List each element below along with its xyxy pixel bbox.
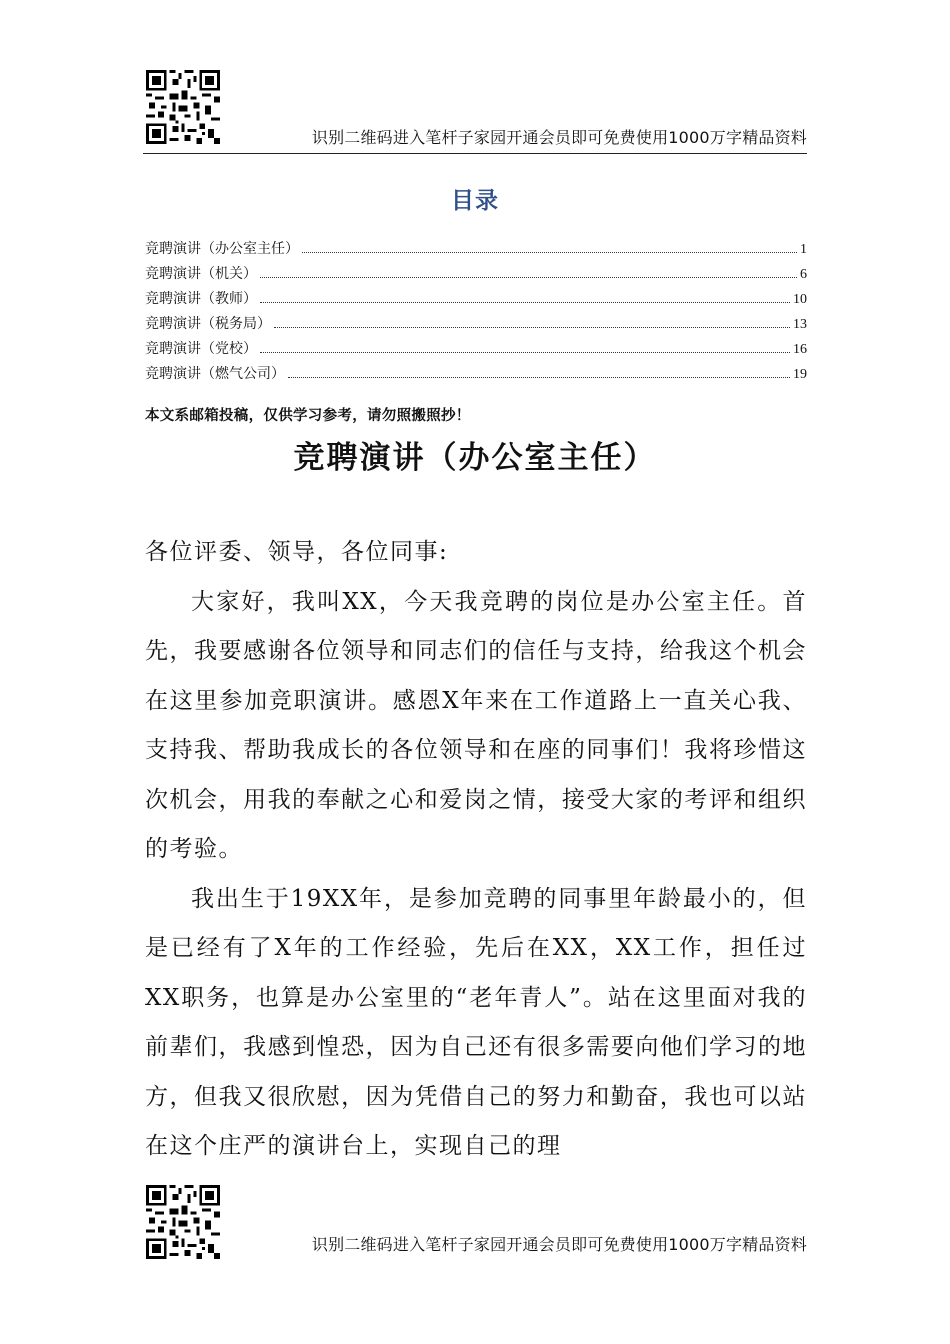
toc-entry-page: 1 bbox=[800, 242, 807, 257]
toc-entry-page: 10 bbox=[793, 292, 807, 307]
toc-entry[interactable] bbox=[145, 333, 807, 358]
toc-leader-dots bbox=[260, 302, 790, 303]
toc-title: 目录 bbox=[451, 188, 499, 214]
toc-entry[interactable] bbox=[145, 308, 807, 333]
toc-leader-dots bbox=[260, 352, 790, 353]
document-body bbox=[145, 528, 807, 1172]
toc-entry-page: 6 bbox=[800, 267, 807, 282]
body-paragraph: 大家好，我叫XX，今天我竞聘的岗位是办公室主任。首先，我要感谢各位领导和同志们的信任与支持，给我这个机会在这里参加竞职演讲。感恩X年来在工作道路上一直关心我、支持我、帮助我成长的各位领导和在座的同事们！我将珍惜这次机会，用我的奉献之心和爱岗之情，接受大家的考评和组织的考验。 bbox=[145, 588, 807, 862]
toc-leader-dots bbox=[260, 277, 797, 278]
toc-entry[interactable] bbox=[145, 283, 807, 308]
copyright-notice: 本文系邮箱投稿，仅供学习参考，请勿照搬照抄！ bbox=[145, 407, 471, 424]
table-of-contents bbox=[145, 233, 807, 383]
document-title: 竞聘演讲（办公室主任） bbox=[293, 440, 657, 476]
header-banner-text: 识别二维码进入笔杆子家园开通会员即可免费使用1000万字精品资料 bbox=[311, 128, 807, 147]
toc-entry-label: 竞聘演讲（教师） bbox=[145, 291, 257, 307]
qr-code-icon[interactable] bbox=[146, 70, 220, 144]
toc-entry-page: 16 bbox=[793, 342, 807, 357]
salutation: 各位评委、领导，各位同事: bbox=[145, 539, 449, 565]
toc-entry-page: 13 bbox=[793, 317, 807, 332]
footer-banner-text: 识别二维码进入笔杆子家园开通会员即可免费使用1000万字精品资料 bbox=[311, 1235, 807, 1254]
header-rule bbox=[143, 153, 807, 154]
toc-entry[interactable] bbox=[145, 358, 807, 383]
page-header bbox=[143, 70, 807, 154]
toc-entry-label: 竞聘演讲（机关） bbox=[145, 266, 257, 282]
toc-leader-dots bbox=[288, 377, 790, 378]
page-footer bbox=[143, 1185, 807, 1261]
toc-entry-label: 竞聘演讲（燃气公司） bbox=[145, 366, 285, 382]
toc-leader-dots bbox=[302, 252, 797, 253]
qr-code-icon[interactable] bbox=[146, 1185, 220, 1259]
toc-entry-label: 竞聘演讲（办公室主任） bbox=[145, 241, 299, 257]
body-paragraph: 我出生于19XX年，是参加竞聘的同事里年龄最小的，但是已经有了X年的工作经验，先后在XX，XX工作，担任过XX职务，也算是办公室里的“老年青人”。站在这里面对我的前辈们，我感到惶恐，因为自己还有很多需要向他们学习的地方，但我又很欣慰，因为凭借自己的努力和勤奋，我也可以站在这个庄严的演讲台上，实现自己的理 bbox=[145, 885, 807, 1159]
toc-entry[interactable] bbox=[145, 258, 807, 283]
toc-leader-dots bbox=[274, 327, 790, 328]
toc-entry-label: 竞聘演讲（税务局） bbox=[145, 316, 271, 332]
toc-entry[interactable] bbox=[145, 233, 807, 258]
toc-entry-label: 竞聘演讲（党校） bbox=[145, 341, 257, 357]
toc-entry-page: 19 bbox=[793, 367, 807, 382]
